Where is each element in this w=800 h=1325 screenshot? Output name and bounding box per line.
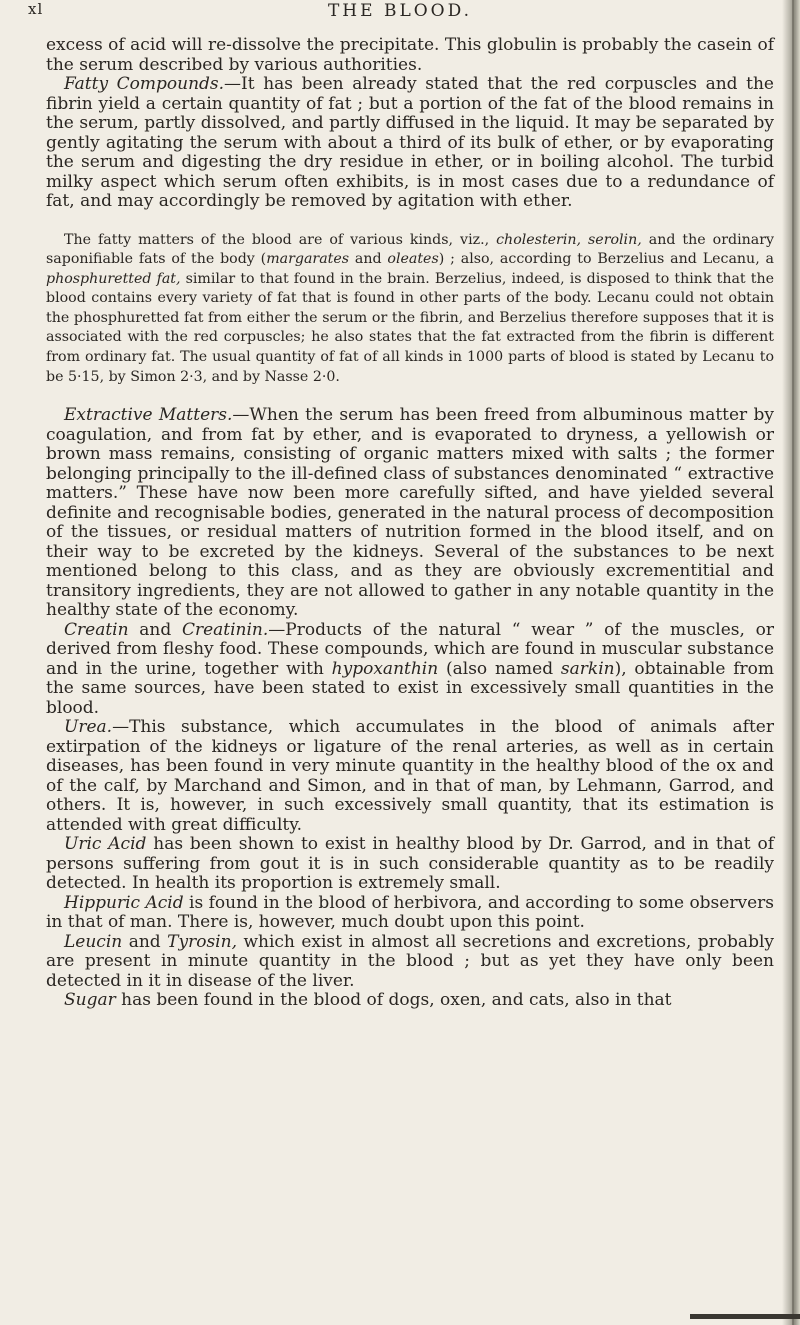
page-body	[46, 36, 774, 1011]
section-title-leucin: Leucin	[64, 931, 123, 952]
paragraph-hippuric-acid: Hippuric Acid is found in the blood of herbivora, and according to some observers in that of man. There is, however, much doubt upon this point.	[46, 892, 774, 933]
section-title-fatty-compounds: Fatty Compounds.	[64, 74, 225, 94]
bottom-scan-rule	[690, 1314, 800, 1319]
page-edge-line	[792, 0, 794, 1325]
paragraph-globulin: excess of acid will re-dissolve the precipitate. This globulin is probably the casein of the serum described by various authorities.	[46, 35, 774, 75]
paragraph-sugar: Sugar has been found in the blood of dogs, oxen, and cats, also in that	[64, 990, 672, 1011]
section-title-extractive-matters: Extractive Matters.	[64, 405, 233, 426]
section-title-creatin: Creatin	[64, 619, 129, 640]
paragraph-fatty-compounds: Fatty Compounds.—It has been already stated that the red corpuscles and the fibrin yield a certain quantity of fat ; but a portion of the fat of the blood remains in the serum, partly dissolved, and partly diffused in the liquid. It may be separated by gently agitating the serum with about a third of its bulk of ether, or by evaporating the serum and digesting the dry residue in ether, or in boiling alcohol. The turbid milky aspect which serum often exhibits, is in most cases due to a redundance of fat, and may accordingly be removed by agitation with ether.	[46, 74, 774, 211]
paragraph-urea: Urea.—This substance, which accumulates in the blood of animals after extirpation of the kidneys or ligature of the renal arteries, as well as in certain diseases, has been found in very minute quantity in the healthy blood of the ox and of the calf, by Marchand and Simon, and in that of man, by Lehmann, Garrod, and others. It is, however, in such excessively small quantity, that its estimation is attended with great difficulty.	[46, 717, 774, 835]
section-title-hippuric-acid: Hippuric Acid	[64, 892, 184, 913]
page-edge-shadow	[782, 0, 800, 1325]
paragraph-extractive-matters: Extractive Matters.—When the serum has been freed from albuminous matter by coagulation, and from fat by ether, and is evaporated to dryness, a yellowish or brown mass remains, consisting of organic matters mixed with salts ; the former belonging principally to the ill-defined class of substances denominated “ extractive matters.” These have now been more carefully sifted, and have yielded several definite and recognisable bodies, generated in the natural process of decomposition of the tissues, or residual matters of nutrition formed in the blood itself, and on their way to be excreted by the kidneys. Several of the substances to be next mentioned belong to this class, and as they are obviously excrementitial and transitory ingredients, they are not allowed to gather in any notable quantity in the healthy state of the economy.	[46, 405, 774, 621]
paragraph-uric-acid: Uric Acid has been shown to exist in healthy blood by Dr. Garrod, and in that of persons suffering from gout it is in such considerable quantity as to be readily detected. In health its proportion is extremely small.	[46, 834, 774, 894]
running-head: THE BLOOD.	[327, 1, 473, 21]
paragraph-leucin-tyrosin: Leucin and Tyrosin, which exist in almost all secretions and excretions, probably are present in minute quantity in the blood ; but as yet they have only been detected in it in disease of the liver.	[46, 931, 774, 991]
page-number: xl	[28, 0, 44, 18]
paragraph-creatin: Creatin and Creatinin.—Products of the natural “ wear ” of the muscles, or derived from fleshy food. These compounds, which are found in muscular substance and in the urine, together with hypoxanthin (also named sarkin), obtainable from the same sources, have been stated to exist in excessively small quantities in the blood.	[46, 619, 774, 718]
section-title-sugar: Sugar	[64, 990, 116, 1011]
section-title-urea: Urea.	[64, 717, 113, 738]
section-title-uric-acid: Uric Acid	[64, 834, 147, 855]
paragraph-fatty-matters-note: The fatty matters of the blood are of various kinds, viz., cholesterin, serolin, and the ordinary saponifiable fats of the body (margarates and oleates) ; also, according to Berzelius and Lecanu, a phosphuretted fat, similar to that found in the brain. Berzelius, indeed, is disposed to think that the blood contains every variety of fat that is found in other parts of the body. Lecanu could not obtain the phosphuretted fat from either the serum or the fibrin, and Berzelius therefore supposes that it is associated with the red corpuscles; he also states that the fat extracted from the fibrin is different from ordinary fat. The usual quantity of fat of all kinds in 1000 parts of blood is stated by Lecanu to be 5·15, by Simon 2·3, and by Nasse 2·0.	[46, 231, 775, 385]
